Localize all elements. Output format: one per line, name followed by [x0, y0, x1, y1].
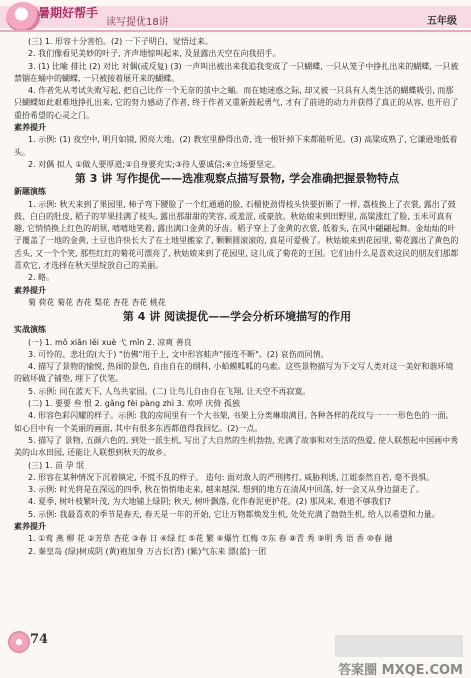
answer-line: 4. 夏季, 树叶枝繁叶茂, 为大地铺上绿阴; 秋天, 树叶飘落, 化作春泥更护花。(2) 那风来, 难道不够我们?	[28, 497, 391, 507]
answer-line: 4. 作者先从考试失败写起, 把自己比作一个无奈的茧中之蛹。而在她迷惑之际, 却又被一只具有人类生活的蝴蝶吸引, 而那只蝴蝶如此艰难地挣扎出来, 它的努力感动了作者, 终于作者又重新鼓起勇气, 才有了前进的动力并获得了真正的从容, 也开启了重拾希望的心灵之门。	[14, 86, 459, 120]
answer-line: 2. 秦皇岛 (绿)树成阴 (黄)袍加身 万古长(青) (紫)气东来 漂(蓝)一团	[28, 546, 267, 556]
chapter-title: 第 4 讲 阅读提优——学会分析环境描写的作用	[122, 310, 352, 324]
answer-content	[14, 36, 460, 558]
answer-line: 2. 略。	[28, 273, 55, 283]
section-heading: 素养提升	[14, 521, 46, 531]
answer-line: 4. 形容色彩闪耀的样子。示例: 我的房间里有一个大书架, 书架上分类琳琅满目, 各种各样的花纹与一一一形色色的一面。如心目中有一个美丽的画面, 其中有很多东西都值得我回忆。(2)一点。	[14, 411, 454, 433]
page-number: 74	[30, 632, 49, 647]
watermark-text: 答案圈 MXQE.COM	[338, 663, 463, 678]
answer-line: 1. 示例: (1) 夜空中, 明月如镜, 照亮大地。(2) 教室里静得出奇, 连一根针掉下来都能听见。(3) 高粱成熟了, 它谦逊地低着头。	[14, 135, 458, 157]
header-divider	[0, 30, 471, 32]
answer-line: 2. 我们像看见美妙的叶子, 齐声地惊叫起来, 及显露出天空在向我招手。	[28, 49, 281, 59]
flower-logo-icon	[6, 2, 40, 32]
answer-line: (二) 1. 要要 叁 恨 2. gǎng fèi pàng zhì 3. 欢呼 庆倚 孤独	[28, 399, 240, 409]
section-heading: 新题演练	[14, 187, 46, 197]
answer-line: 1. 示例: 秋天来到了果园里, 柿子弯下腰脸了一个红通通的脸, 石榴使劲得枝头快要折断了一样, 荔枝换上了衣裳, 露出了鼓鼓、白白的肚皮, 稻子的苹果挂满了枝头, 露出那甜甜的笑容, 或羞涩, 或豪放。秋姑娘来到田野里, 高粱涨红了脸, 玉米可真有趣, 它悄悄换上红色的胡须, 嘻嘻地笑着, 露出满口金黄的牙齿。稻子穿上了金黄的衣裳, 低着头, 在风中翩翩起舞。金灿灿的叶子覆盖了一地的金黄, 土豆也许快长大了在土地里搬家了, 颗颗圆滚滚的, 真是可爱极了。秋姑娘来到花园里, 菊花露出了黄色的舌头, 又一个个笑, 那些红红的菊花可漂亮了, 秋姑娘来到了花园里, 这儿成了菊花的王国。它们由什么是喜欢这民的朋友们那都喜欢它, 才选择在秋天里绽放自己的美丽。	[14, 199, 459, 271]
answer-line: 3. 可怜的、悲壮的(大于) "仿佛"用于上, 文中形容蛙声"接连不断"。(2) 哀伤而同情。	[28, 349, 329, 359]
answer-line: 5. 示例: 同在蓝天下, 人鸟共家园。(二) 让鸟儿自由自在飞翔, 让天空不再寂寞。	[28, 386, 311, 396]
grade-label: 五年级	[427, 16, 457, 27]
answer-line: 5. 示例: 我最喜欢的季节是春天, 春天是一年的开始, 它让万物都焕发生机, 处处充满了勃勃生机, 给人以希望和力量。	[28, 509, 440, 519]
chapter-title: 第 3 讲 写作提优——选准观察点描写景物, 学会准确把握景物特点	[74, 172, 400, 186]
answer-line: 3. 示例: 时光将是在深远的四季, 秋在悄悄地走来, 越来越深, 想到的地方在清风中回荡, 好一会又从身边溜走了。	[28, 485, 424, 495]
answer-line: (三) 1. 苗 孕 氓	[28, 460, 85, 470]
answer-line: (一) 1. mǒ xiǎn lěi xuè 弋 mǐn 2. 凉爽 善良	[28, 337, 192, 347]
answer-line: 4. 描写了景物的愉悦, 热闹的景色, 自由自在的纲科, 小蛤蟆呱呱的乌索。这些景物描写为下文写人类对这一美好和谐环境的破坏做了铺垫, 埋下了伏笔。	[14, 362, 454, 384]
section-heading: 素养提升	[14, 123, 46, 133]
page-header	[0, 0, 471, 38]
book-subtitle: 读写提优18讲	[106, 17, 169, 28]
answer-line: 1. ①莺 燕 柳 花 ②芳草 杏花 ③春 日 ④绿 红 ⑤花 繁 ⑥爆竹 红梅 ⑦东 春 ⑧青 秀 ⑨明 秀 语 香 ⑩春 融	[28, 534, 393, 544]
answer-line: 2. 对偶 拟人 ①做人要厚道;②自身要充实;③待人要诚信;④立场要坚定。	[28, 159, 281, 169]
answer-line: 3. (1) 比喻 排比 (2) 对比 对偶(或反复) (3) 一声叫出被出来我追我变成了一只蝴蝶, 一只从笼子中挣扎出来的蝴蝶, 一只被禁锢在蛹中的蝴蝶, 一只被接着展开来的蝴蝶。	[14, 61, 459, 83]
answer-line: (三) 1. 形容十分害怕。(2) 一下子明白、觉悟过来。	[28, 37, 213, 46]
section-heading: 素养提升	[14, 285, 46, 295]
series-title: 暑期好帮手	[38, 6, 99, 20]
watermark	[335, 635, 463, 678]
answer-line: 2. 形容在某种情况下沉着镇定, 不慌不乱的样子。 造句: 面对敌人的严刑拷打, 威胁利诱, 江姐泰然自若, 毫不畏惧。	[28, 472, 435, 482]
answer-line: 5. 描写了 景物, 五颜六色的, 到处一派生机, 写出了大自然的生机勃勃, 充满了故事和对生活的热爱, 使人联想起中国画中秀美的山水田园, 还能让人联想到秋天的故乡。	[14, 435, 459, 458]
flower-icon	[8, 631, 30, 653]
watermark-mask	[335, 635, 463, 657]
answer-line: 菊 荷花 菊花 杏花 梨花 杏花 杏花 桃花	[28, 297, 166, 307]
section-heading: 实战演练	[14, 325, 46, 335]
page-footer	[0, 625, 471, 677]
